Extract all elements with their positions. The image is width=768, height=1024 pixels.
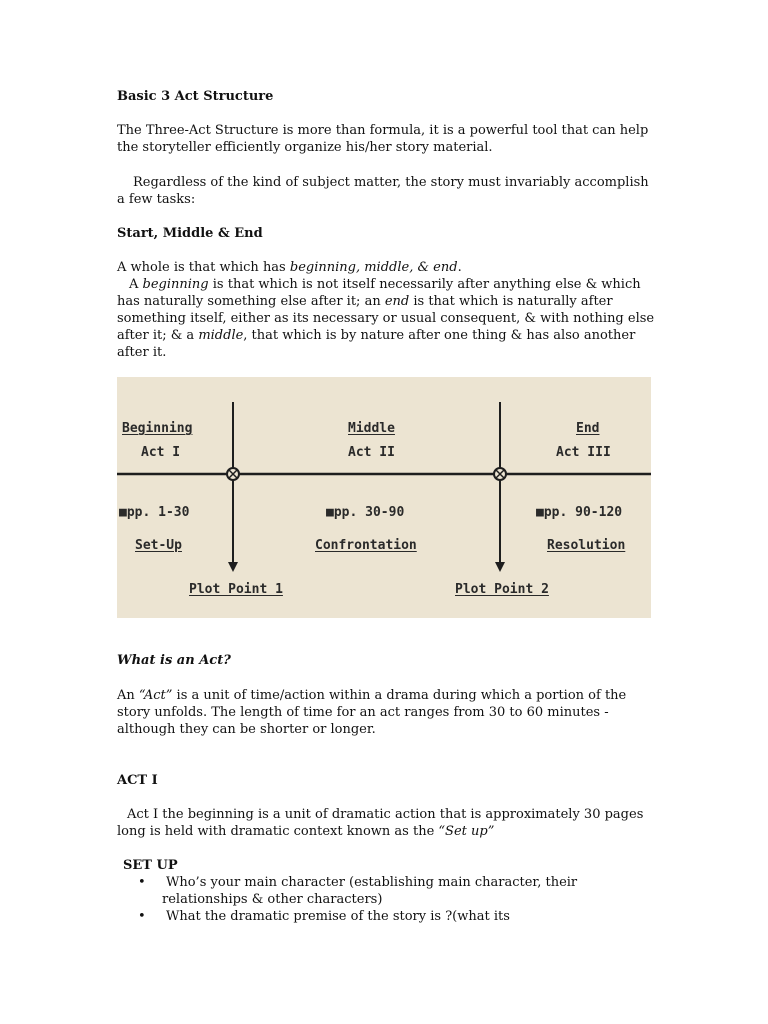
term-middle: middle (198, 328, 244, 343)
bullet-icon: • (138, 875, 146, 890)
label-plot-point-2: Plot Point 2 (455, 582, 549, 597)
act-definition-paragraph: An “Act” is a unit of time/action within a drama during which a portion of the story unfolds. The length of time for an act ranges from 30 to 60 minutes - although they can be shorter or longer. (117, 688, 627, 737)
pages-act-2: ■pp. 30-90 (326, 505, 405, 520)
whole-paragraph: A whole is that which has beginning, middle, & end. (117, 260, 462, 275)
pages-act-1: ■pp. 1-30 (119, 505, 190, 520)
three-act-diagram (117, 377, 651, 618)
definition-paragraph: A beginning is that which is not itself necessarily after anything else & which has naturally something else after it; an end is that which is naturally after something itself, either as its necessary or usual consequent, & with nothing else after it; & a middle, that which is by nature after one thing & has also another after it. (117, 277, 655, 360)
list-item: • Who’s your main character (establishing main character, their relationships & other characters) (138, 875, 578, 907)
setup-bullet-list (138, 874, 608, 925)
label-middle: Middle (348, 421, 395, 436)
setup-term: “Set up” (438, 824, 495, 839)
act-1-paragraph: Act I the beginning is a unit of dramatic action that is approximately 30 pages long is held with dramatic context known as the “Set up” (117, 807, 644, 839)
label-confrontation: Confrontation (315, 538, 417, 553)
label-act-3: Act III (556, 445, 611, 460)
intro-paragraph: The Three-Act Structure is more than formula, it is a powerful tool that can help the storyteller efficiently organize his/her story material. (117, 123, 649, 155)
pages-act-3: ■pp. 90-120 (536, 505, 623, 520)
tasks-paragraph: Regardless of the kind of subject matter, the story must invariably accomplish a few tasks: (117, 175, 649, 207)
label-beginning: Beginning (122, 421, 193, 436)
term-end: end (384, 294, 410, 309)
label-plot-point-1: Plot Point 1 (189, 582, 283, 597)
arrow-plot-point-1 (228, 562, 238, 572)
what-is-act-heading: What is an Act? (117, 653, 231, 668)
label-setup: Set-Up (135, 538, 182, 553)
term-beginning: beginning (142, 277, 209, 292)
list-item: • What the dramatic premise of the story is ?(what its (138, 909, 510, 924)
document-title: Basic 3 Act Structure (117, 89, 274, 104)
act-term: “Act” (138, 688, 173, 703)
label-resolution: Resolution (547, 538, 626, 553)
label-act-1: Act I (141, 445, 181, 460)
act-1-heading: ACT I (117, 773, 158, 788)
bullet-icon: • (138, 909, 146, 924)
start-middle-end-heading: Start, Middle & End (117, 226, 263, 241)
setup-heading: SET UP (123, 858, 178, 873)
label-end: End (576, 421, 600, 436)
whole-emphasis: beginning, middle, & end (289, 260, 458, 275)
arrow-plot-point-2 (495, 562, 505, 572)
label-act-2: Act II (348, 445, 395, 460)
